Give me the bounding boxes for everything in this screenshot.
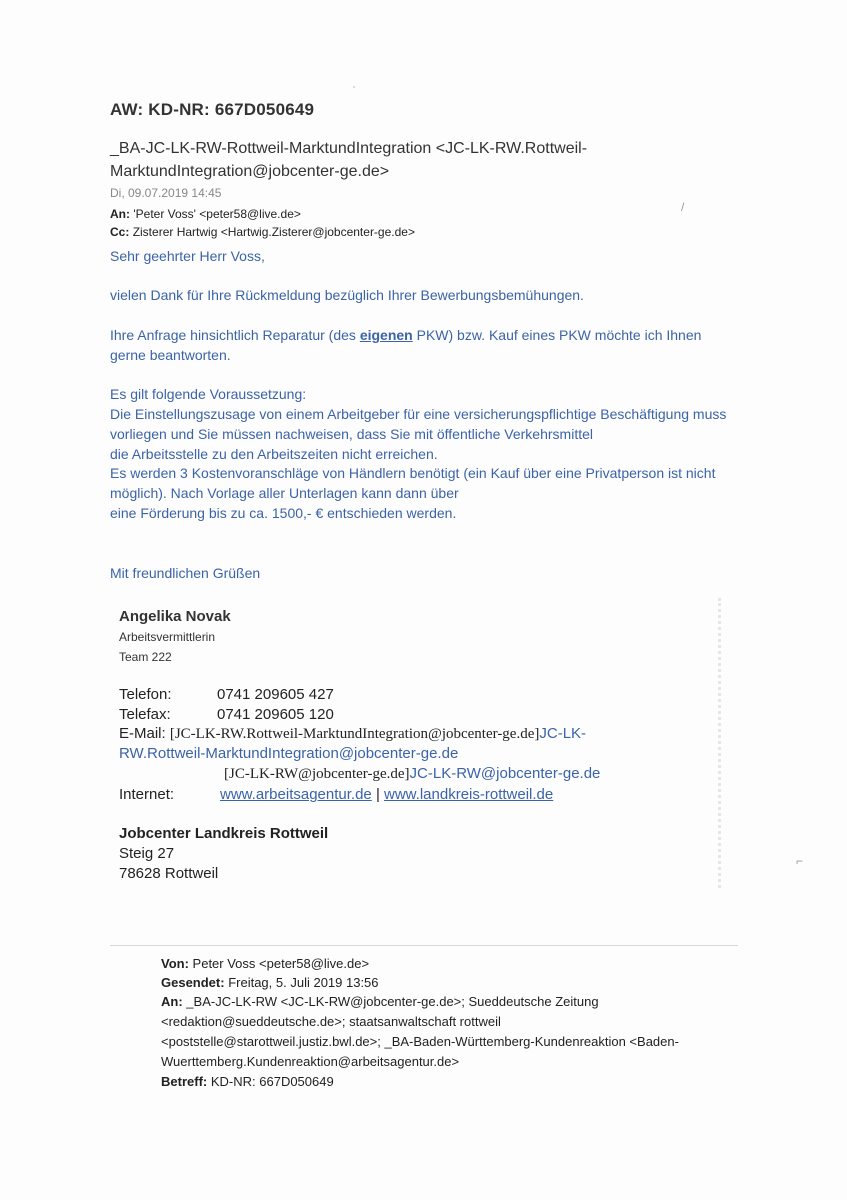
quoted-subject (161, 1074, 334, 1089)
paragraph-3-line-1: Es gilt folgende Voraussetzung: (110, 386, 307, 402)
web-separator: | (375, 786, 380, 803)
greeting: Sehr geehrter Herr Voss, (110, 248, 265, 264)
email-row-2 (224, 765, 600, 783)
fax-label: Telefax: (119, 706, 171, 723)
paragraph-3-line-2: Die Einstellungszusage von einem Arbeitgeber für eine versicherungspflichtige Beschäftigung muss (110, 406, 727, 422)
email-2-link[interactable]: JC-LK-RW@jobcenter-ge.de (409, 765, 601, 782)
paragraph-3-line-5: Es werden 3 Kostenvoranschläge von Händlern benötigt (ein Kauf über eine Privatperson ist nicht (110, 465, 716, 481)
p2-emphasis: eigenen (359, 327, 413, 343)
quote-divider (110, 945, 738, 946)
address-city: 78628 Rottweil (119, 865, 219, 882)
p2-pre: Ihre Anfrage hinsichtlich Reparatur (des (110, 327, 360, 343)
quoted-subject-label: Betreff: (161, 1074, 208, 1089)
web-link-arbeitsagentur[interactable]: www.arbeitsagentur.de (220, 786, 372, 803)
phone-value: 0741 209605 427 (217, 686, 334, 703)
organization-name: Jobcenter Landkreis Rottweil (119, 825, 329, 842)
quoted-sent-value: Freitag, 5. Juli 2019 13:56 (228, 975, 379, 990)
quoted-sent (161, 975, 379, 990)
signature-role: Arbeitsvermittlerin (119, 630, 216, 644)
paragraph-3-line-4: die Arbeitsstelle zu den Arbeitszeiten nicht erreichen. (110, 446, 438, 462)
cc-row (110, 225, 415, 239)
cc-value: Zisterer Hartwig <Hartwig.Zisterer@jobcenter-ge.de> (132, 225, 415, 239)
quoted-to-line-3: <poststelle@starottweil.justiz.bwl.de>; _BA-Baden-Württemberg-Kundenreaktion <Baden- (161, 1034, 679, 1049)
paragraph-3-line-3: vorliegen und Sie müssen nachweisen, dass Sie mit öffentliche Verkehrsmittel (110, 426, 593, 442)
to-row (110, 207, 301, 221)
to-label: An: (110, 207, 130, 221)
quoted-to-line-4: Wuerttemberg.Kundenreaktion@arbeitsagentur.de> (161, 1054, 460, 1069)
web-link-landkreis[interactable]: www.landkreis-rottweil.de (384, 786, 554, 803)
quoted-from-value: Peter Voss <peter58@live.de> (192, 956, 370, 971)
quoted-to-line-2: <redaktion@sueddeutsche.de>; staatsanwaltschaft rottweil (161, 1014, 501, 1029)
signature-team: Team 222 (119, 650, 172, 664)
quoted-from (161, 956, 369, 971)
paragraph-2-line-1 (110, 327, 701, 343)
quoted-sent-label: Gesendet: (161, 975, 225, 990)
cc-label: Cc: (110, 225, 130, 239)
scan-mark: ˈ (352, 84, 356, 98)
thanks-line: vielen Dank für Ihre Rückmeldung bezüglich Ihrer Bewerbungsbemühungen. (110, 287, 584, 303)
paragraph-3-line-6: möglich). Nach Vorlage aller Unterlagen kann dann über (110, 485, 459, 501)
signature-name: Angelika Novak (119, 608, 231, 625)
email-2-bracket: [JC-LK-RW@jobcenter-ge.de] (224, 766, 410, 782)
email-1-link-a[interactable]: JC-LK- (539, 725, 587, 742)
scan-mark: ⌐ (796, 854, 804, 868)
closing: Mit freundlichen Grüßen (110, 565, 261, 581)
scan-mark: / (681, 200, 685, 214)
sender-line-1: _BA-JC-LK-RW-Rottweil-MarktundIntegration <JC-LK-RW.Rottweil- (110, 140, 588, 157)
quoted-subject-value: KD-NR: 667D050649 (210, 1074, 334, 1089)
to-value: 'Peter Voss' <peter58@live.de> (133, 207, 301, 221)
address-street: Steig 27 (119, 845, 175, 862)
email-subject: AW: KD-NR: 667D050649 (110, 100, 315, 119)
phone-label: Telefon: (119, 686, 172, 703)
internet-label: Internet: (119, 786, 175, 803)
paragraph-3-line-7: eine Förderung bis zu ca. 1500,- € entschieden werden. (110, 505, 457, 521)
internet-links (220, 786, 553, 803)
quoted-from-label: Von: (161, 956, 189, 971)
paragraph-2-line-2: gerne beantworten. (110, 347, 231, 363)
fax-value: 0741 209605 120 (217, 706, 334, 723)
email-date: Di, 09.07.2019 14:45 (110, 186, 222, 200)
sender-line-2: MarktundIntegration@jobcenter-ge.de> (110, 163, 390, 180)
p2-post: PKW) bzw. Kauf eines PKW möchte ich Ihnen (412, 327, 702, 343)
quoted-to (161, 994, 599, 1009)
quoted-to-line-1: _BA-JC-LK-RW <JC-LK-RW@jobcenter-ge.de>; Sueddeutsche Zeitung (186, 994, 599, 1009)
email-label: E-Mail: (119, 725, 166, 742)
email-1-bracket: [JC-LK-RW.Rottweil-MarktundIntegration@jobcenter-ge.de] (169, 726, 540, 742)
email-1-link-b[interactable]: RW.Rottweil-MarktundIntegration@jobcenter-ge.de (119, 745, 459, 762)
quoted-to-label: An: (161, 994, 183, 1009)
email-sender (110, 137, 650, 183)
email-row-1 (119, 725, 586, 743)
